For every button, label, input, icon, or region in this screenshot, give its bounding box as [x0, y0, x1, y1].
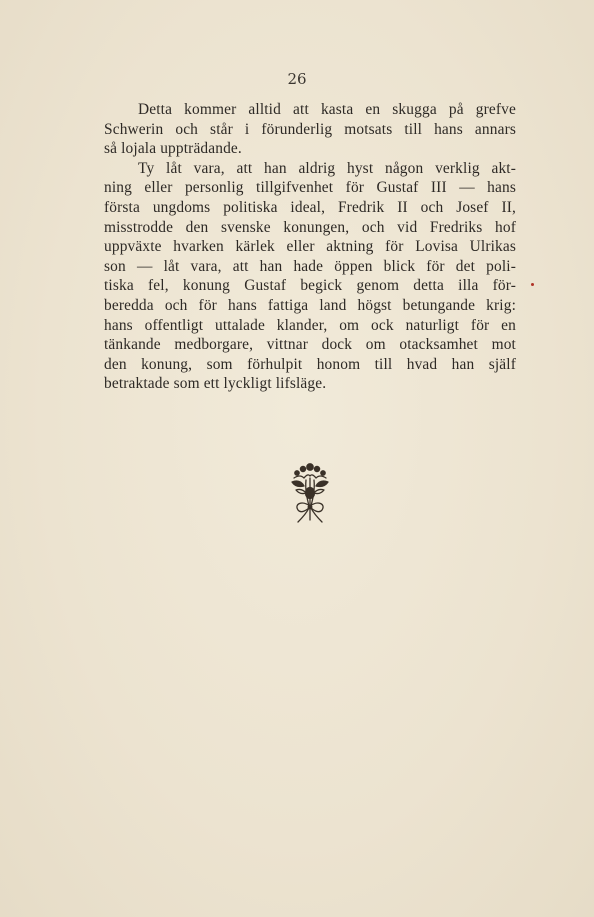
text-line: den konung, som förhulpit honom till hvad han själf [104, 355, 516, 373]
text-line: Ty låt vara, att han aldrig hyst någon verklig akt- [138, 159, 516, 177]
text-line: så lojala uppträdande. [104, 140, 242, 158]
text-line: Schwerin och står i förunderlig motsats till hans annars [104, 120, 516, 138]
text-line: hans offentligt uttalade klander, om ock naturligt för en [104, 316, 516, 334]
text-line: tiska fel, konung Gustaf begick genom detta illa för- [104, 277, 516, 295]
text-line: första ungdoms politiska ideal, Fredrik II och Josef II, [104, 198, 516, 216]
text-line: uppväxte hvarken kärlek eller aktning för Lovisa Ulrikas [104, 238, 516, 256]
text-line: betraktade som ett lyckligt lifsläge. [104, 375, 327, 393]
text-line: ning eller personlig tillgifvenhet för Gustaf III — hans [104, 179, 516, 197]
text-line: beredda och för hans fattiga land högst betungande krig: [104, 296, 516, 314]
ink-speck [531, 283, 534, 286]
text-line: misstrodde den svenske konungen, och vid Fredriks hof [104, 218, 516, 236]
text-line: Detta kommer alltid att kasta en skugga på grefve [138, 101, 516, 118]
text-line: son — låt vara, att han hade öppen blick för det poli- [104, 257, 516, 275]
page-number: 26 [287, 70, 307, 88]
floral-ornament-icon [284, 460, 336, 526]
text-line: tänkande medborgare, vittnar dock om otacksamhet mot [104, 336, 516, 354]
body-text [104, 100, 516, 394]
